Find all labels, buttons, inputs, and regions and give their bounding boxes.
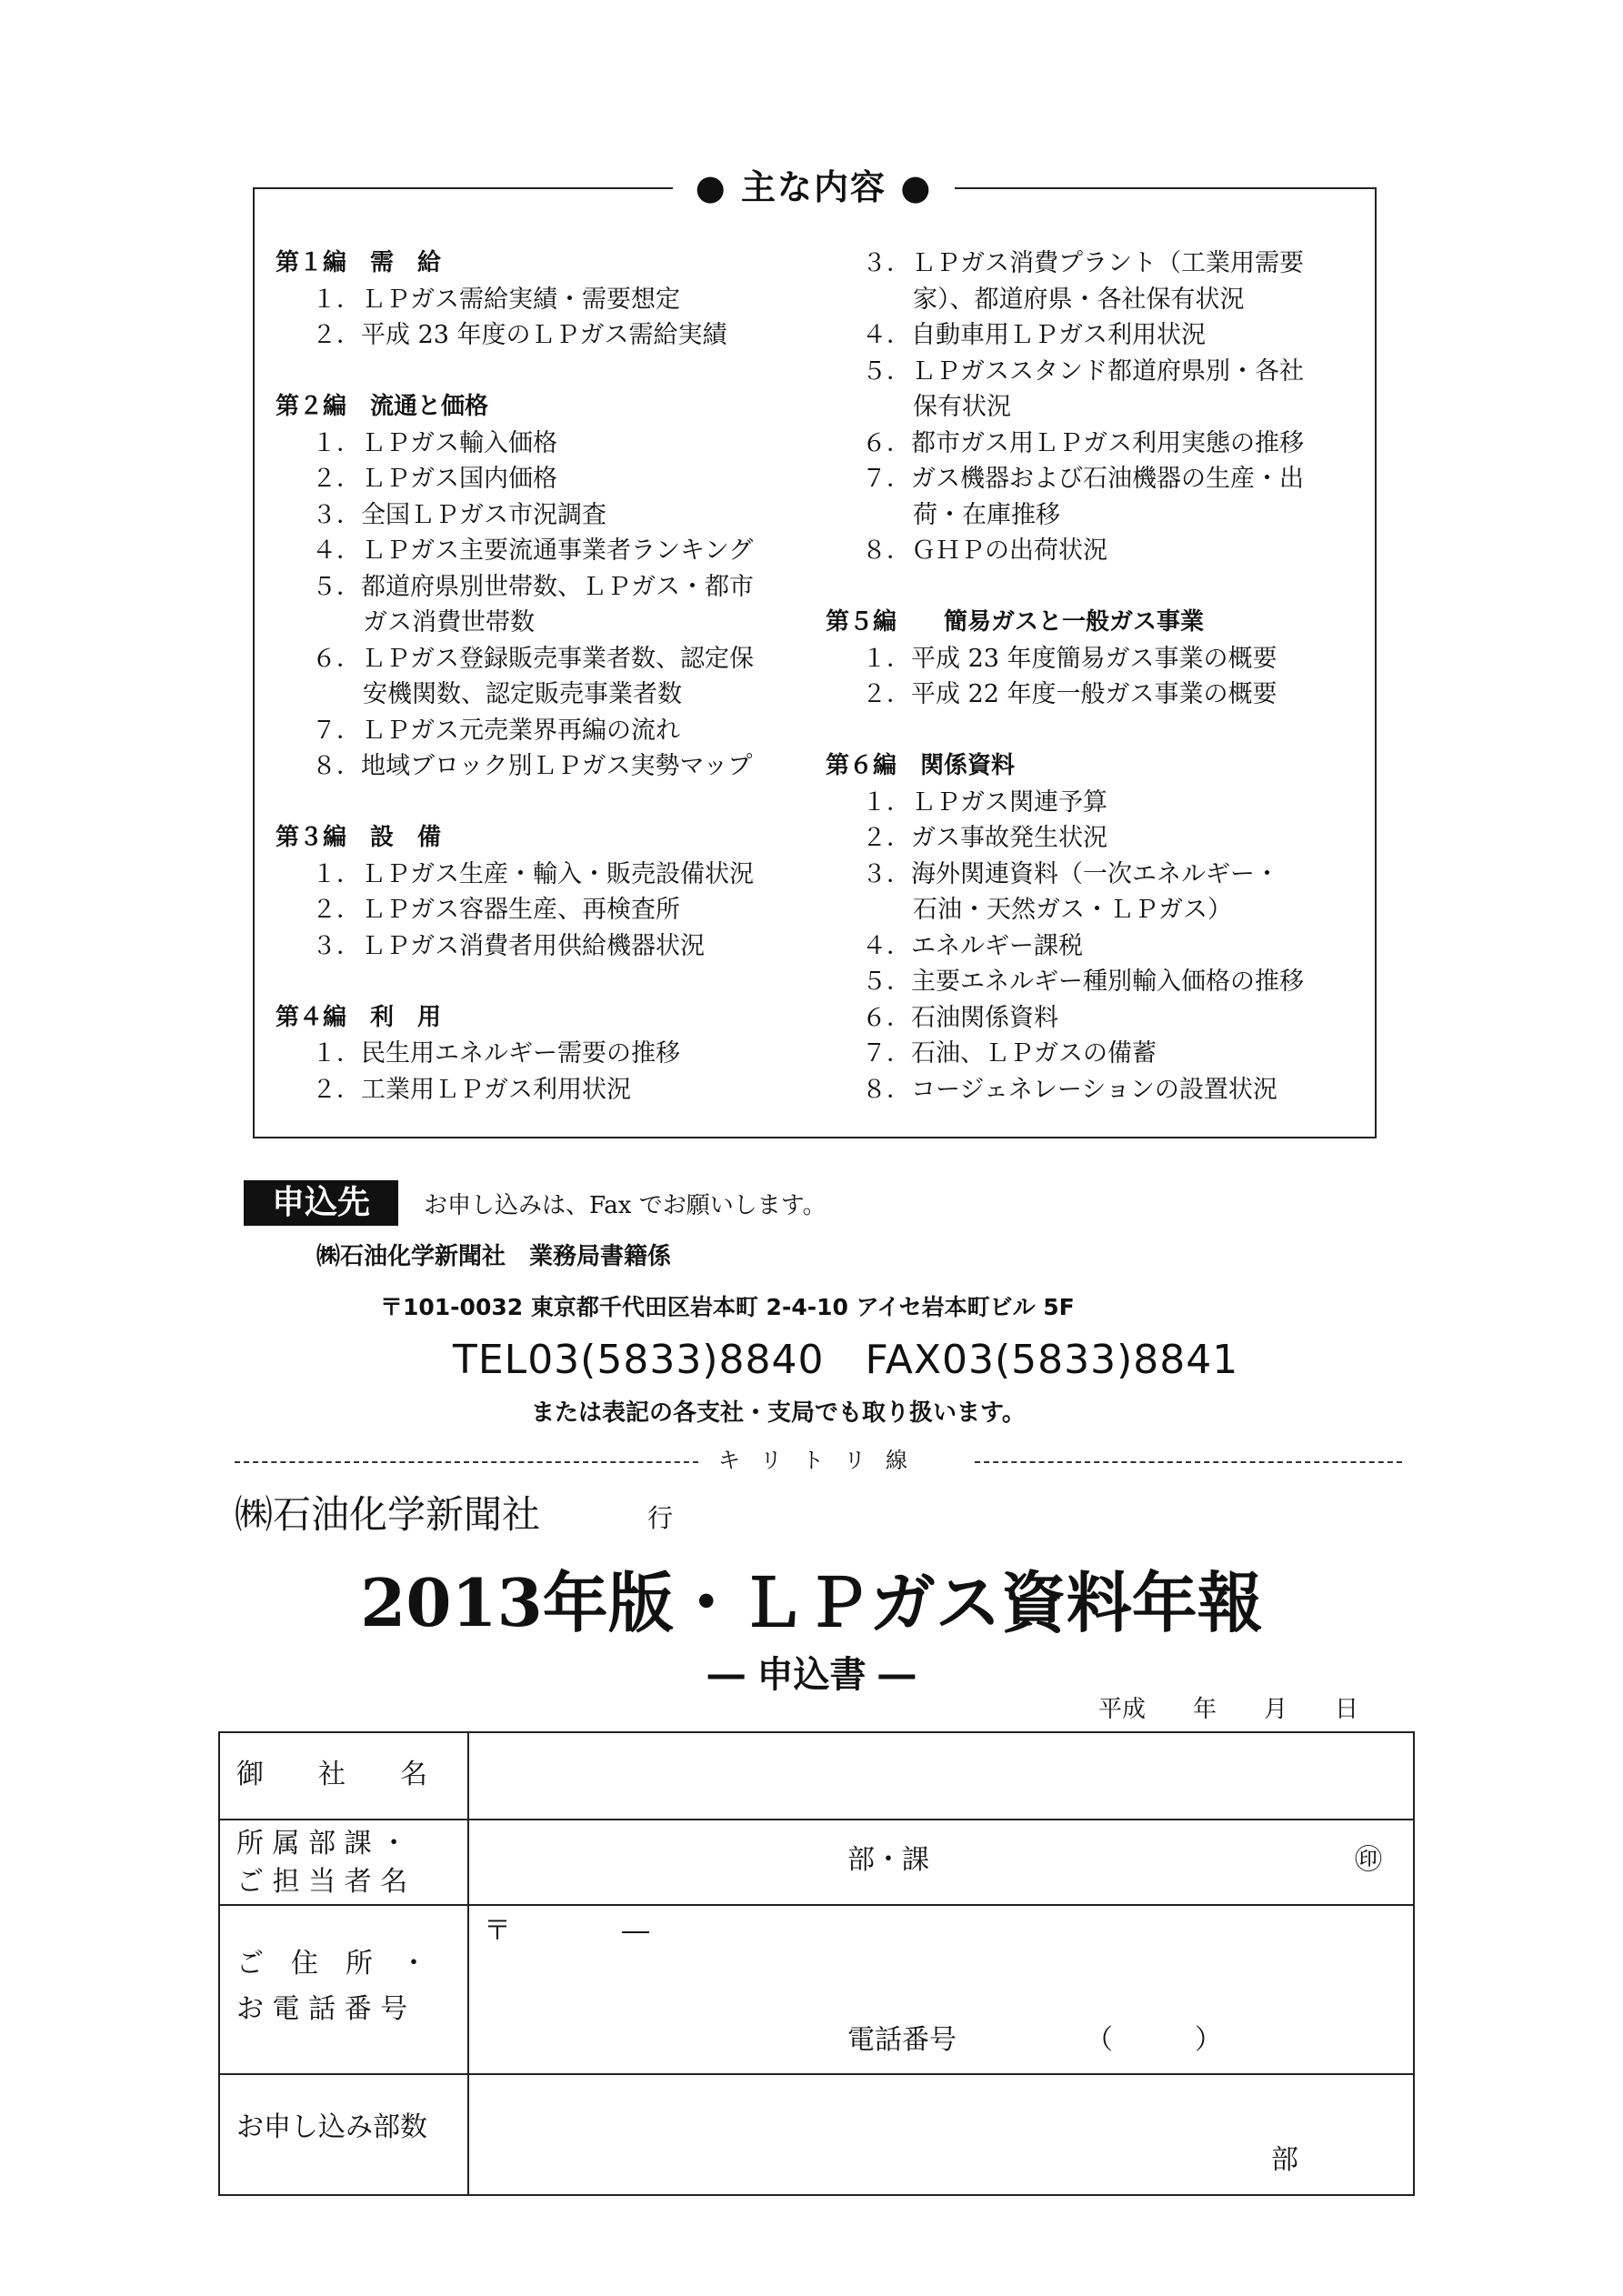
list-item: ４．自動車用ＬＰガス利用状況 — [862, 321, 1206, 349]
list-item: １．ＬＰガス関連予算 — [862, 787, 1107, 817]
copies-field[interactable] — [484, 2086, 1247, 2181]
list-item: ６．石油関係資料 — [862, 1003, 1058, 1032]
list-item: ２．工業用ＬＰガス利用状況 — [312, 1075, 631, 1104]
contents-title: ● 主な内容 ● — [673, 162, 955, 213]
list-item: １．ＬＰガス輸入価格 — [312, 428, 557, 457]
contents-right-column — [826, 246, 1371, 1108]
branches-note: または表記の各支社・支局でも取り扱います。 — [531, 1399, 1026, 1427]
postal-address: 〒101-0032 東京都千代田区岩本町 2-4-10 アイセ岩本町ビル 5F — [380, 1294, 1075, 1320]
section-heading: 第２編 流通と価格 — [276, 393, 489, 420]
apply-note: お申し込みは、Fax でお願いします。 — [424, 1192, 827, 1219]
page-title: 2013年版・ＬＰガス資料年報 — [360, 1564, 1263, 1641]
phone-area-code: （ ） — [1086, 2024, 1222, 2056]
address-field[interactable] — [484, 1955, 1402, 2013]
section-heading: 第３編 設 備 — [276, 824, 442, 851]
apply-badge: 申込先 — [244, 1180, 398, 1226]
department-label-1: 所 属 部 課 ・ — [236, 1828, 408, 1860]
form-subtitle: ― 申込書 ― — [707, 1654, 916, 1696]
list-item: １．ＬＰガス需給実績・需要想定 — [312, 285, 680, 314]
tel-fax-numbers: TEL03(5833)8840 FAX03(5833)8841 — [453, 1337, 1239, 1383]
column-divider — [467, 1733, 469, 2194]
section-heading: 第１編 需 給 — [276, 249, 442, 276]
company-name-label: 御 社 名 — [236, 1759, 427, 1790]
row-divider — [220, 2073, 1413, 2075]
list-item: ２．ＬＰガス国内価格 — [312, 465, 557, 493]
department-field[interactable] — [484, 1828, 829, 1897]
list-item: ４．エネルギー課税 — [862, 931, 1083, 960]
list-item-continued: 安機関数、認定販売事業者数 — [363, 680, 682, 708]
phone-label: 電話番号 — [847, 2024, 957, 2056]
publisher-name: ㈱石油化学新聞社 — [235, 1492, 541, 1537]
postal-dash: ― — [622, 1915, 649, 1947]
list-item-continued: 家）、都道府県・各社保有状況 — [913, 285, 1245, 314]
list-item: １．ＬＰガス生産・輸入・販売設備状況 — [312, 859, 754, 888]
list-item: ３．海外関連資料（一次エネルギー・ — [862, 859, 1279, 888]
list-item-continued: 荷・在庫推移 — [913, 500, 1060, 529]
list-item: ２．平成 22 年度一般ガス事業の概要 — [862, 680, 1277, 708]
address-label-1: ご 住 所 ・ — [236, 1948, 427, 1980]
address-label-2: お 電 話 番 号 — [236, 1993, 408, 2025]
cut-line-left — [235, 1461, 698, 1463]
list-item: ３．全国ＬＰガス市況調査 — [312, 500, 606, 529]
list-item: ４．ＬＰガス主要流通事業者ランキング — [312, 536, 754, 565]
department-suffix: 部・課 — [847, 1844, 929, 1876]
order-form-table — [218, 1731, 1415, 2196]
list-item: ２．平成 23 年度のＬＰガス需給実績 — [312, 321, 727, 349]
cut-line-right — [975, 1461, 1402, 1463]
contents-left-column — [276, 246, 821, 1108]
list-item: ８．ＧＨＰの出荷状況 — [862, 536, 1107, 565]
section-heading: 第６編 関係資料 — [826, 752, 1016, 779]
contact-person-field[interactable] — [947, 1828, 1329, 1897]
list-item: ３．ＬＰガス消費プラント（工業用需要 — [862, 249, 1304, 277]
list-item: ８．地域ブロック別ＬＰガス実勢マップ — [312, 752, 753, 780]
list-item: ７．ＬＰガス元売業界再編の流れ — [312, 716, 680, 745]
cut-line-label: キリトリ線 — [718, 1448, 927, 1473]
list-item: ７．石油、ＬＰガスの備蓄 — [862, 1039, 1157, 1068]
list-item: １．民生用エネルギー需要の推移 — [312, 1039, 680, 1068]
list-item: ５．主要エネルギー種別輸入価格の推移 — [862, 968, 1304, 996]
list-item: ５．都道府県別世帯数、ＬＰガス・都市 — [312, 572, 754, 601]
department-label-2: ご 担 当 者 名 — [236, 1866, 408, 1898]
list-item-continued: 石油・天然ガス・ＬＰガス） — [913, 896, 1232, 924]
list-item: ８．コージェネレーションの設置状況 — [862, 1075, 1277, 1104]
publisher-suffix: 行 — [647, 1503, 674, 1533]
row-divider — [220, 1819, 1413, 1820]
date-line: 平成 年 月 日 — [1098, 1696, 1359, 1723]
row-divider — [220, 1904, 1413, 1906]
list-item: ６．ＬＰガス登録販売事業者数、認定保 — [312, 644, 754, 673]
list-item: ７．ガス機器および石油機器の生産・出 — [862, 465, 1304, 493]
copies-label: お申し込み部数 — [236, 2111, 427, 2143]
list-item-continued: 保有状況 — [913, 393, 1011, 421]
list-item: ６．都市ガス用ＬＰガス利用実態の推移 — [862, 428, 1304, 457]
list-item: ２．ガス事故発生状況 — [862, 824, 1107, 852]
company-department: ㈱石油化学新聞社 業務局書籍係 — [316, 1243, 672, 1270]
copies-unit: 部 — [1271, 2144, 1298, 2176]
section-heading: 第５編 簡易ガスと一般ガス事業 — [826, 608, 1205, 636]
section-heading: 第４編 利 用 — [276, 1003, 442, 1031]
seal-icon: ㊞ — [1355, 1844, 1382, 1876]
list-item: ５．ＬＰガススタンド都道府県別・各社 — [862, 356, 1304, 386]
list-item: ２．ＬＰガス容器生産、再検査所 — [312, 896, 680, 924]
postal-mark: 〒 — [484, 1915, 511, 1947]
list-item: １．平成 23 年度簡易ガス事業の概要 — [862, 644, 1277, 673]
list-item-continued: ガス消費世帯数 — [363, 608, 535, 637]
list-item: ３．ＬＰガス消費者用供給機器状況 — [312, 931, 705, 960]
company-name-field[interactable] — [484, 1742, 1402, 1811]
